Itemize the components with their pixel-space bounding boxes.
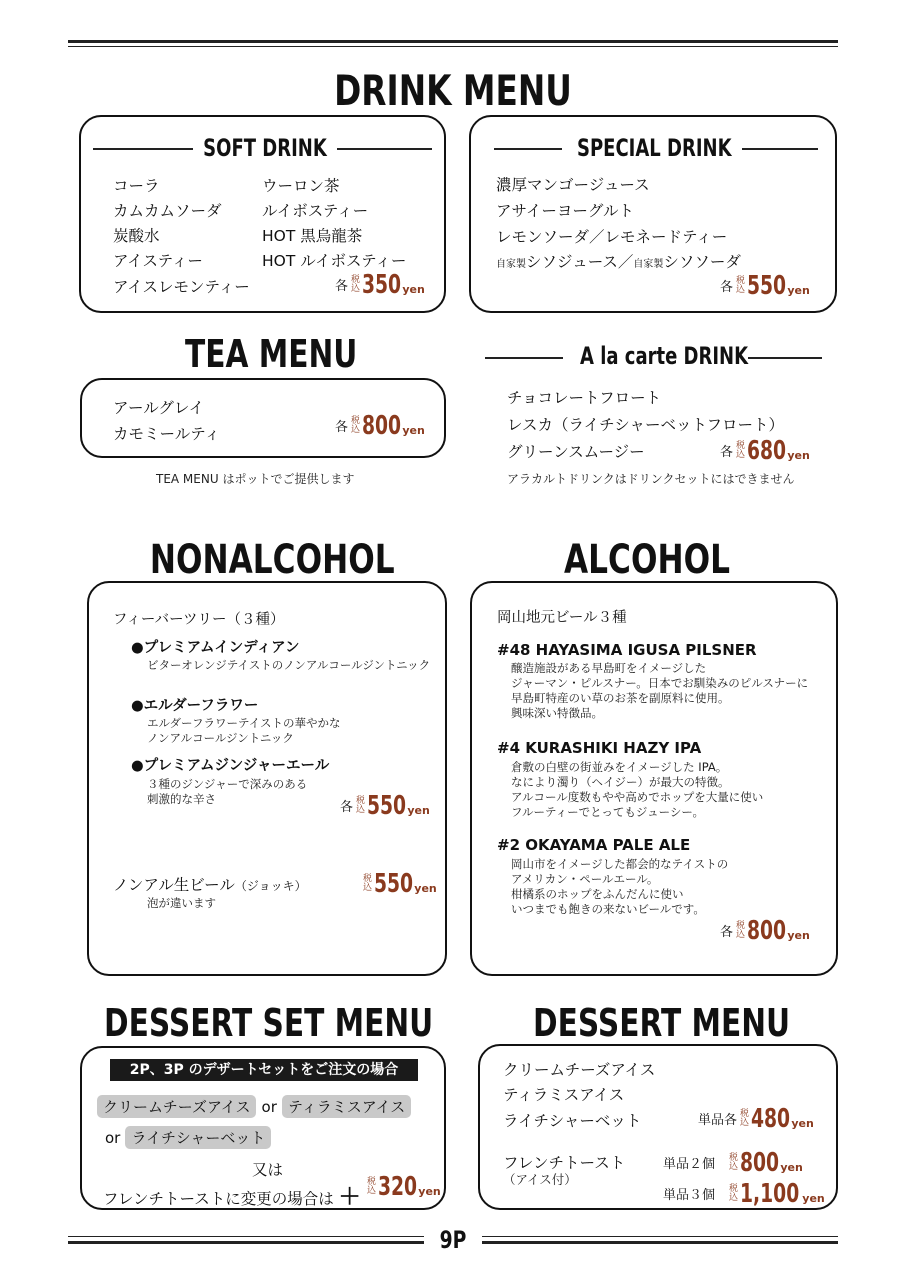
nonalcohol-desc: 刺激的な辛さ: [147, 792, 216, 806]
tea-item: アールグレイ: [113, 399, 205, 417]
special-drink-item: レモンソーダ／レモネードティー: [496, 228, 728, 246]
dessert-set-change: フレンチトーストに変更の場合は ＋: [103, 1185, 361, 1210]
nonalcohol-desc: ３種のジンジャーで深みのある: [147, 777, 308, 791]
beer-desc: なにより濁り（ヘイジー）が最大の特徴。: [511, 775, 730, 789]
tea-price: 各 税 込 800 yen: [335, 411, 425, 441]
beer-desc: フルーティーでとってもジューシー。: [511, 805, 704, 819]
alacarte-item: チョコレートフロート: [507, 389, 662, 407]
alacarte-note: アラカルトドリンクはドリンクセットにはできません: [507, 472, 795, 486]
beer-desc: 倉敷の白壁の街並みをイメージした IPA。: [511, 760, 728, 774]
bottom-rule-left-thin: [68, 1236, 424, 1237]
nonalcohol-desc: エルダーフラワーテイストの華やかな: [147, 716, 341, 730]
beer-desc: ジャーマン・ピルスナー。日本でお馴染みのピルスナーに: [511, 676, 809, 690]
tea-note: TEA MENU はポットでご提供します: [156, 472, 355, 486]
soft-drink-line-left: [93, 148, 193, 150]
soft-drink-item: アイスレモンティー: [113, 278, 250, 296]
dessert-item: ティラミスアイス: [503, 1086, 625, 1104]
bottom-rule-right-thin: [482, 1236, 838, 1237]
dessert-set-row1: クリームチーズアイス or ティラミスアイス: [97, 1095, 411, 1118]
soft-drink-item: ルイボスティー: [262, 202, 369, 220]
nonalcohol-heading: NONALCOHOL: [149, 537, 395, 583]
soft-drink-item: コーラ: [113, 177, 160, 195]
soft-drink-item: カムカムソーダ: [113, 202, 222, 220]
nonalcohol-desc: ノンアルコールジントニック: [147, 731, 294, 745]
nonalcohol-price: 各 税 込 550 yen: [340, 791, 430, 821]
special-drink-item: 自家製シソジュース／自家製シソソーダ: [496, 253, 741, 271]
dessert-set-row2: or ライチシャーベット: [105, 1126, 271, 1149]
dessert-toast: フレンチトースト: [503, 1154, 626, 1172]
special-drink-item: アサイーヨーグルト: [496, 202, 634, 220]
tea-item: カモミールティ: [113, 425, 220, 443]
special-drink-price: 各 税 込 550 yen: [720, 271, 810, 301]
tea-menu-heading: TEA MENU: [185, 332, 358, 376]
alacarte-item: レスカ（ライチシャーベットフロート）: [507, 416, 784, 434]
soft-drink-line-right: [337, 148, 432, 150]
beer-desc: 岡山市をイメージした都会的なテイストの: [511, 857, 729, 871]
dessert-item: ライチシャーベット: [503, 1112, 642, 1130]
page-number: 9P: [439, 1226, 467, 1254]
beer-desc: いつまでも飽きの来ないビールです。: [511, 902, 705, 916]
dessert-menu-heading: DESSERT MENU: [533, 1001, 791, 1045]
beer-desc: 早島町特産のい草のお茶を副原料に使用。: [511, 691, 730, 705]
beer-desc: 興味深い特徴品。: [511, 706, 603, 720]
nonalcohol-group: フィーバーツリー（３種）: [113, 612, 285, 628]
top-rule-thin: [68, 46, 838, 47]
beer-desc: 柑橘系のホップをふんだんに使い: [511, 887, 684, 901]
dessert-set-price: 税 込 320 yen: [367, 1172, 441, 1202]
alcohol-heading: ALCOHOL: [564, 537, 730, 583]
dessert-toast-two: 単品２個 税 込 800 yen: [663, 1148, 803, 1178]
soft-drink-item: HOT ルイボスティー: [262, 252, 407, 270]
alcohol-price: 各 税 込 800 yen: [720, 916, 810, 946]
soft-drink-item: ウーロン茶: [262, 177, 340, 195]
soft-drink-item: アイスティー: [113, 252, 203, 270]
alcohol-intro: 岡山地元ビール３種: [497, 610, 627, 626]
special-drink-line-right: [742, 148, 818, 150]
soft-drink-item: 炭酸水: [113, 227, 160, 245]
special-drink-heading: SPECIAL DRINK: [577, 134, 732, 162]
top-rule-thick: [68, 40, 838, 43]
dessert-toast-sub: （アイス付）: [503, 1172, 577, 1187]
nonalcohol-desc: ビターオレンジテイストのノンアルコールジントニック: [147, 658, 431, 672]
beer-desc: 醸造施設がある早島町をイメージした: [511, 661, 707, 675]
dessert-item: クリームチーズアイス: [503, 1061, 656, 1079]
alacarte-line-left: [485, 357, 563, 359]
dessert-toast-three: 単品３個 税 込 1,100 yen: [663, 1179, 825, 1209]
dessert-set-bar: 2P、3P のデザートセットをご注文の場合: [110, 1059, 418, 1081]
soft-drink-price: 各 税 込 350 yen: [335, 270, 425, 300]
dessert-set-mata: 又は: [252, 1161, 284, 1179]
soft-drink-heading: SOFT DRINK: [203, 134, 327, 162]
alacarte-price: 各 税 込 680 yen: [720, 436, 810, 466]
beer-desc: アメリカン・ペールエール。: [511, 872, 659, 886]
nonalcohol-beer-desc: 泡が違います: [147, 896, 216, 910]
alacarte-heading: A la carte DRINK: [580, 342, 749, 370]
nonalcohol-sub: ●エルダーフラワー: [131, 698, 259, 714]
bottom-rule-right-thick: [482, 1241, 838, 1244]
dessert-price: 単品各 税 込 480 yen: [698, 1104, 814, 1134]
beer-desc: アルコール度数もやや高めでホップを大量に使い: [511, 790, 764, 804]
special-drink-line-left: [494, 148, 562, 150]
alacarte-line-right: [748, 357, 822, 359]
special-drink-item: 濃厚マンゴージュース: [496, 176, 650, 194]
alacarte-item: グリーンスムージー: [507, 443, 645, 461]
soft-drink-item: HOT 黒烏龍茶: [262, 227, 363, 245]
beer-name: #4 KURASHIKI HAZY IPA: [497, 739, 702, 757]
nonalcohol-beer: ノンアル生ビール（ジョッキ）: [113, 876, 307, 894]
beer-name: #2 OKAYAMA PALE ALE: [497, 836, 691, 854]
beer-name: #48 HAYASIMA IGUSA PILSNER: [497, 641, 757, 659]
nonalcohol-sub: ●プレミアムジンジャーエール: [131, 758, 330, 774]
nonalcohol-beer-price: 税 込 550 yen: [363, 869, 437, 899]
dessert-set-heading: DESSERT SET MENU: [104, 1001, 434, 1045]
page-title: DRINK MENU: [334, 66, 572, 115]
nonalcohol-sub: ●プレミアムインディアン: [131, 640, 300, 656]
bottom-rule-left-thick: [68, 1241, 424, 1244]
